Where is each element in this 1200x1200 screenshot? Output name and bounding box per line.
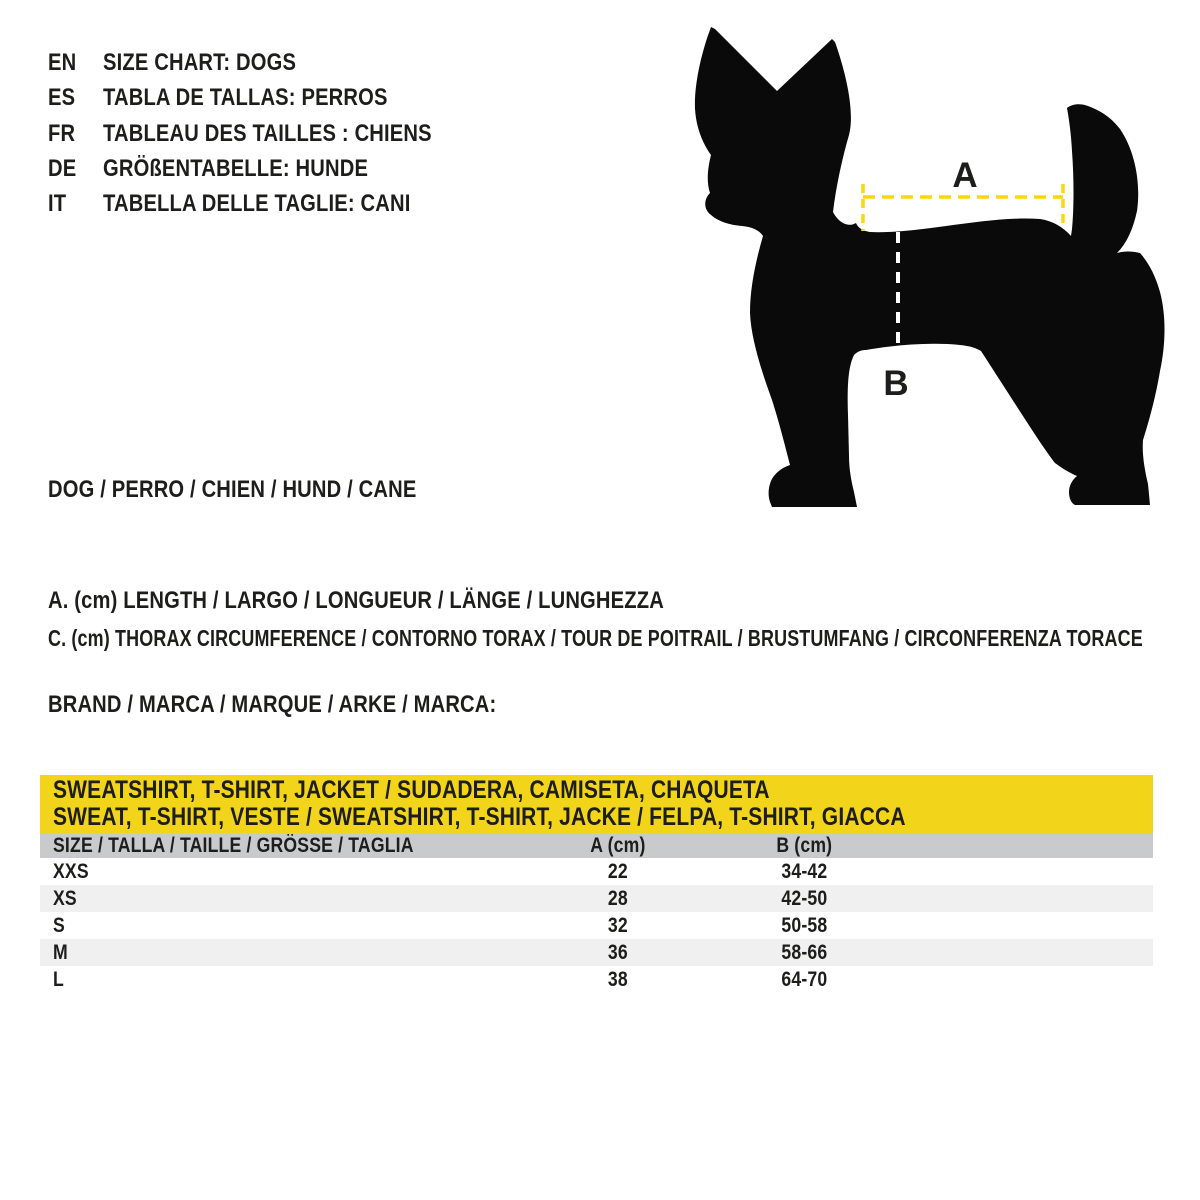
cell-b: 34-42: [781, 860, 827, 883]
language-row: [48, 116, 494, 151]
page-title-fr: TABLEAU DES TAILLES : CHIENS: [103, 119, 432, 147]
animal-caption: DOG / PERRO / CHIEN / HUND / CANE: [48, 476, 417, 503]
language-code: DE: [48, 154, 77, 182]
page-title: SIZE CHART: DOGS: [103, 49, 297, 76]
language-row: [48, 186, 494, 221]
cell-a: 36: [608, 941, 628, 964]
dog-silhouette-image: [695, 27, 1165, 507]
table-row-m: [40, 939, 1153, 966]
language-code: IT: [48, 190, 67, 218]
language-row: [48, 80, 494, 115]
cell-size: L: [53, 968, 64, 991]
cell-size: M: [53, 941, 68, 964]
cell-a: 28: [608, 887, 628, 910]
language-row: [48, 45, 494, 80]
cell-b: 50-58: [781, 914, 827, 937]
cell-a: 22: [608, 860, 628, 883]
cell-size: XXS: [53, 860, 89, 883]
col-header-a: A (cm): [590, 834, 646, 857]
table-row-xxs: [40, 858, 1153, 885]
language-row: [48, 151, 494, 186]
language-title-block: [48, 45, 494, 221]
col-header-size: SIZE / TALLA / TAILLE / GRÖSSE / TAGLIA: [53, 834, 414, 857]
cell-a: 38: [608, 968, 628, 991]
measure-b-label: B: [883, 364, 909, 403]
language-code: FR: [48, 119, 76, 147]
page-title-it: TABELLA DELLE TAGLIE: CANI: [103, 190, 411, 218]
legend-thorax-line: C. (cm) THORAX CIRCUMFERENCE / CONTORNO TORAX / TOUR DE POITRAIL / BRUSTUMFANG / CIRCONFERENZA TORACE: [48, 625, 1143, 651]
cell-b: 58-66: [781, 941, 827, 964]
size-table: [40, 775, 1153, 993]
table-row-s: [40, 912, 1153, 939]
language-code: EN: [48, 49, 77, 76]
cell-b: 42-50: [781, 887, 827, 910]
cell-size: S: [53, 914, 65, 937]
page-title-es: TABLA DE TALLAS: PERROS: [103, 84, 388, 112]
col-header-b: B (cm): [776, 834, 832, 857]
cell-a: 32: [608, 914, 628, 937]
dog-measurement-diagram: [680, 15, 1180, 515]
table-row-l: [40, 966, 1153, 993]
language-code: ES: [48, 84, 76, 112]
measure-a-label: A: [952, 156, 978, 195]
cell-b: 64-70: [781, 968, 827, 991]
legend-length-line: A. (cm) LENGTH / LARGO / LONGUEUR / LÄNGE / LUNGHEZZA: [48, 587, 664, 614]
page-title-de: GRÖßENTABELLE: HUNDE: [103, 154, 369, 182]
brand-caption: BRAND / MARCA / MARQUE / ARKE / MARCA:: [48, 691, 497, 718]
banner-line-1: SWEATSHIRT, T-SHIRT, JACKET / SUDADERA, CAMISETA, CHAQUETA: [53, 775, 770, 804]
table-header-row: [40, 833, 1153, 858]
table-row-xs: [40, 885, 1153, 912]
table-banner: [40, 775, 1153, 833]
cell-size: XS: [53, 887, 77, 910]
banner-line-2: SWEAT, T-SHIRT, VESTE / SWEATSHIRT, T-SHIRT, JACKE / FELPA, T-SHIRT, GIACCA: [53, 803, 906, 831]
